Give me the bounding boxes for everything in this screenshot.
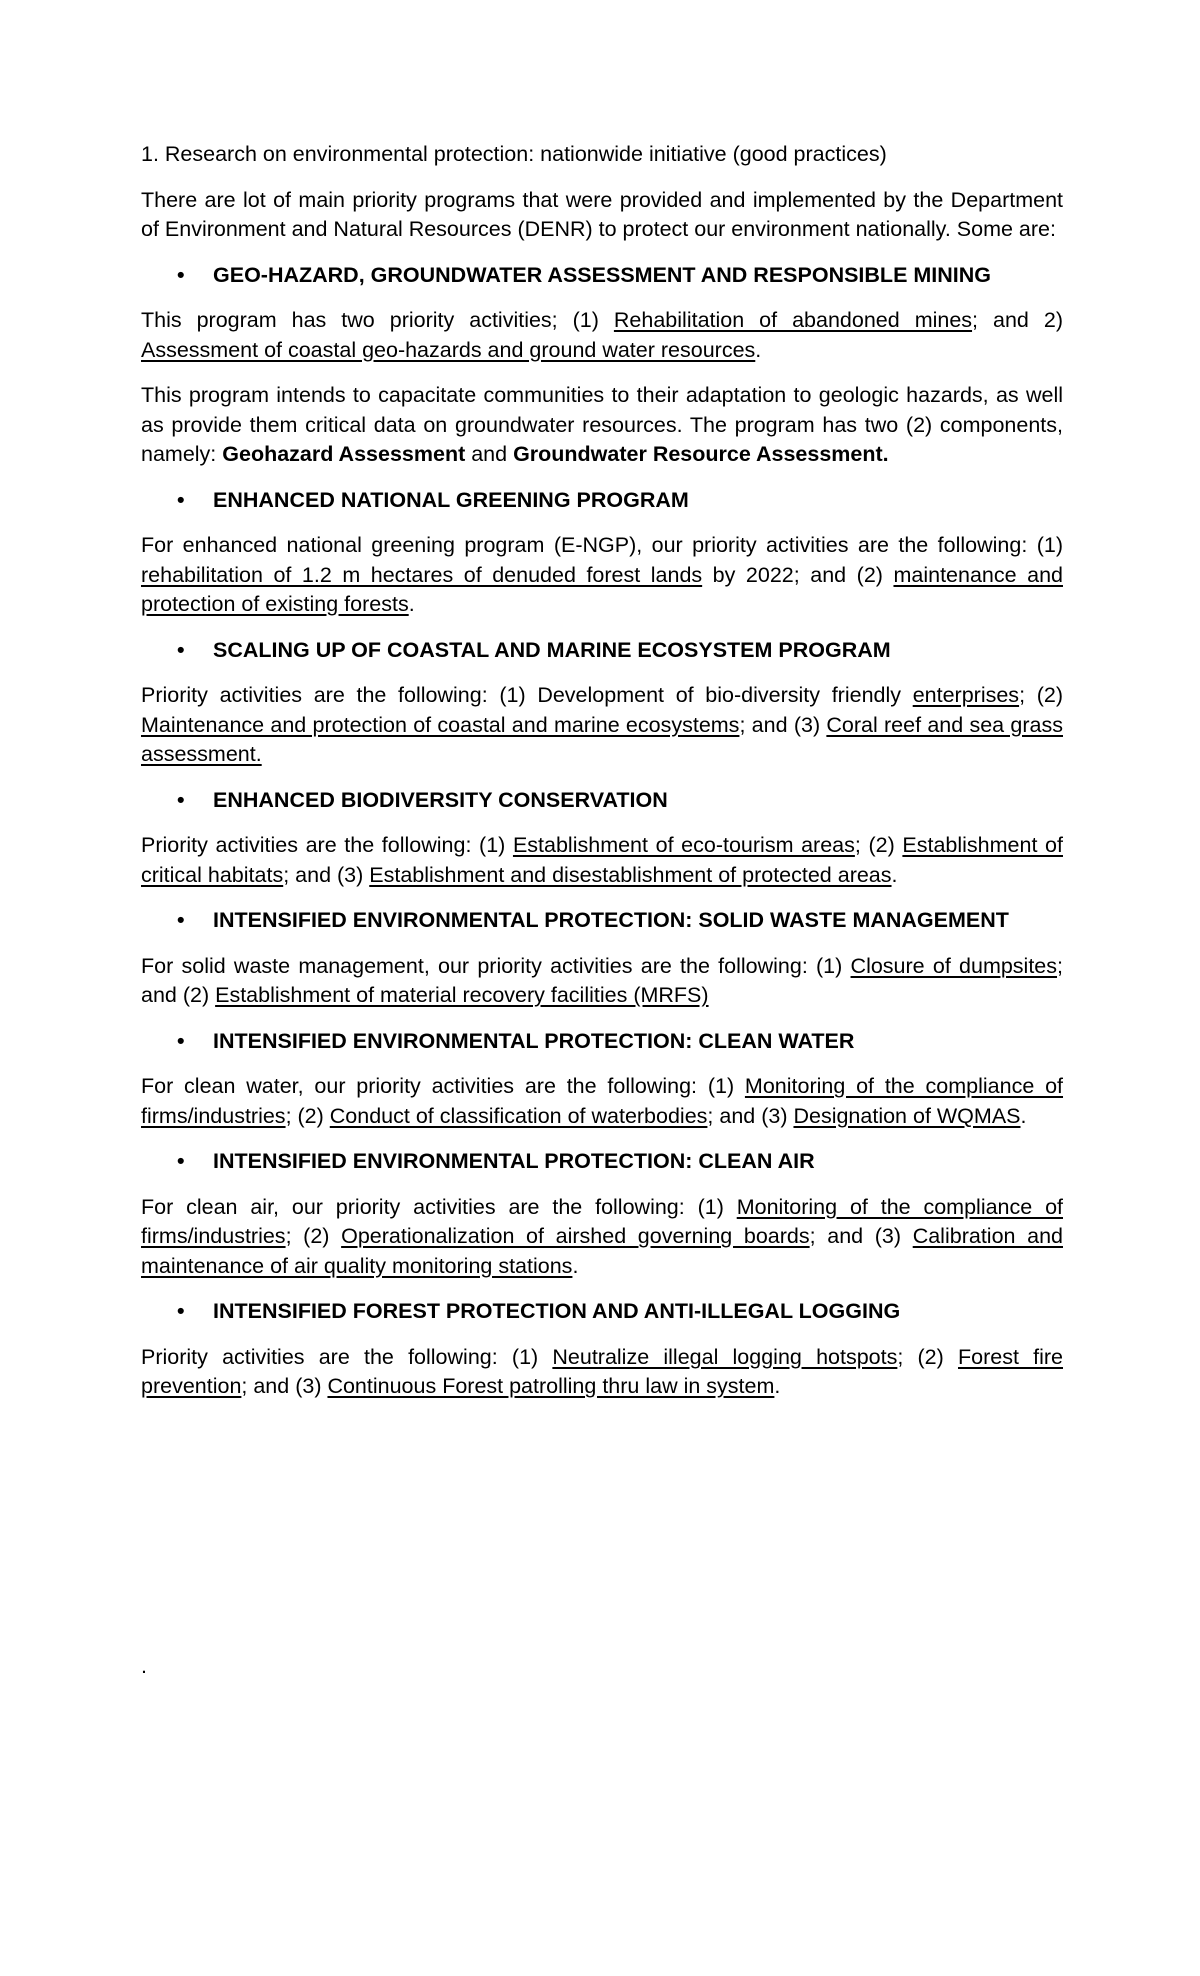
coastal-marine-activities: Priority activities are the following: (1) Development of bio-diversity friendly enterprises; (2) Maintenance and protection of coastal and marine ecosystems; and (3) Coral reef and sea grass assessment. — [141, 683, 1063, 766]
section-heading: ENHANCED NATIONAL GREENING PROGRAM — [213, 487, 689, 512]
bullet-icon: • — [177, 1028, 185, 1053]
section-heading: INTENSIFIED ENVIRONMENTAL PROTECTION: CLEAN WATER — [213, 1028, 855, 1053]
bullet-icon: • — [177, 487, 185, 512]
section-heading: GEO-HAZARD, GROUNDWATER ASSESSMENT AND RESPONSIBLE MINING — [213, 262, 992, 287]
clean-air-activities: For clean air, our priority activities are the following: (1) Monitoring of the compliance of firms/industries; (2) Operationalization of airshed governing boards; and (3) Calibration and maintenance of air quality monitoring stations. — [141, 1194, 1063, 1278]
biodiversity-activities: Priority activities are the following: (1) Establishment of eco-tourism areas; (2) Establishment of critical habitats; and (3) Establishment and disestablishment of protected areas. — [141, 833, 1063, 887]
section-heading: SCALING UP OF COASTAL AND MARINE ECOSYSTEM PROGRAM — [213, 637, 891, 662]
geo-hazard-description: This program intends to capacitate communities to their adaptation to geologic hazards, as well as provide them critical data on groundwater resources. The program has two (2) components, namely: Geohazard Assessment and Groundwater Resource Assessment. — [141, 383, 1063, 466]
bullet-icon: • — [177, 637, 185, 662]
bullet-geo-hazard — [141, 261, 1063, 291]
bullet-icon: • — [177, 787, 185, 812]
bullet-icon: • — [177, 1299, 185, 1323]
bullet-icon: • — [177, 262, 185, 287]
geo-hazard-activities: This program has two priority activities; (1) Rehabilitation of abandoned mines; and 2) Assessment of coastal geo-hazards and ground water resources. — [141, 308, 1063, 362]
section-heading: INTENSIFIED ENVIRONMENTAL PROTECTION: SOLID WASTE MANAGEMENT — [213, 908, 1009, 932]
section-heading: INTENSIFIED FOREST PROTECTION AND ANTI-ILLEGAL LOGGING — [213, 1299, 901, 1323]
greening-activities: For enhanced national greening program (E-NGP), our priority activities are the following: (1) rehabilitation of 1.2 m hectares of denuded forest lands by 2022; and (2) maintenance and protection of existing forests. — [141, 533, 1063, 616]
bullet-clean-air — [141, 1147, 1063, 1177]
bullet-greening-program — [141, 486, 1063, 516]
document-title: 1. Research on environmental protection: nationwide initiative (good practices) — [141, 142, 887, 166]
bullet-biodiversity — [141, 786, 1063, 816]
bullet-forest-protection — [141, 1297, 1063, 1327]
bullet-clean-water — [141, 1027, 1063, 1057]
clean-water-activities: For clean water, our priority activities are the following: (1) Monitoring of the compliance of firms/industries; (2) Conduct of classification of waterbodies; and (3) Designation of WQMAS. — [141, 1074, 1064, 1128]
section-heading: ENHANCED BIODIVERSITY CONSERVATION — [213, 787, 668, 812]
forest-protection-activities: Priority activities are the following: (1) Neutralize illegal logging hotspots; (2) Forest fire prevention; and (3) Continuous Forest patrolling thru law in system. — [141, 1344, 1063, 1398]
bullet-icon: • — [177, 908, 185, 932]
trailing-period: . — [141, 1654, 147, 1678]
intro-paragraph: There are lot of main priority programs that were provided and implemented by the Department of Environment and Natural Resources (DENR) to protect our environment nationally. Some are: — [141, 187, 1063, 241]
solid-waste-activities: For solid waste management, our priority activities are the following: (1) Closure of dumpsites; and (2) Establishment of material recovery facilities (MRFS) — [141, 953, 1063, 1007]
section-heading: INTENSIFIED ENVIRONMENTAL PROTECTION: CLEAN AIR — [213, 1149, 815, 1173]
bullet-icon: • — [177, 1149, 185, 1173]
bullet-solid-waste — [141, 906, 1063, 936]
bullet-coastal-marine — [141, 636, 1063, 666]
